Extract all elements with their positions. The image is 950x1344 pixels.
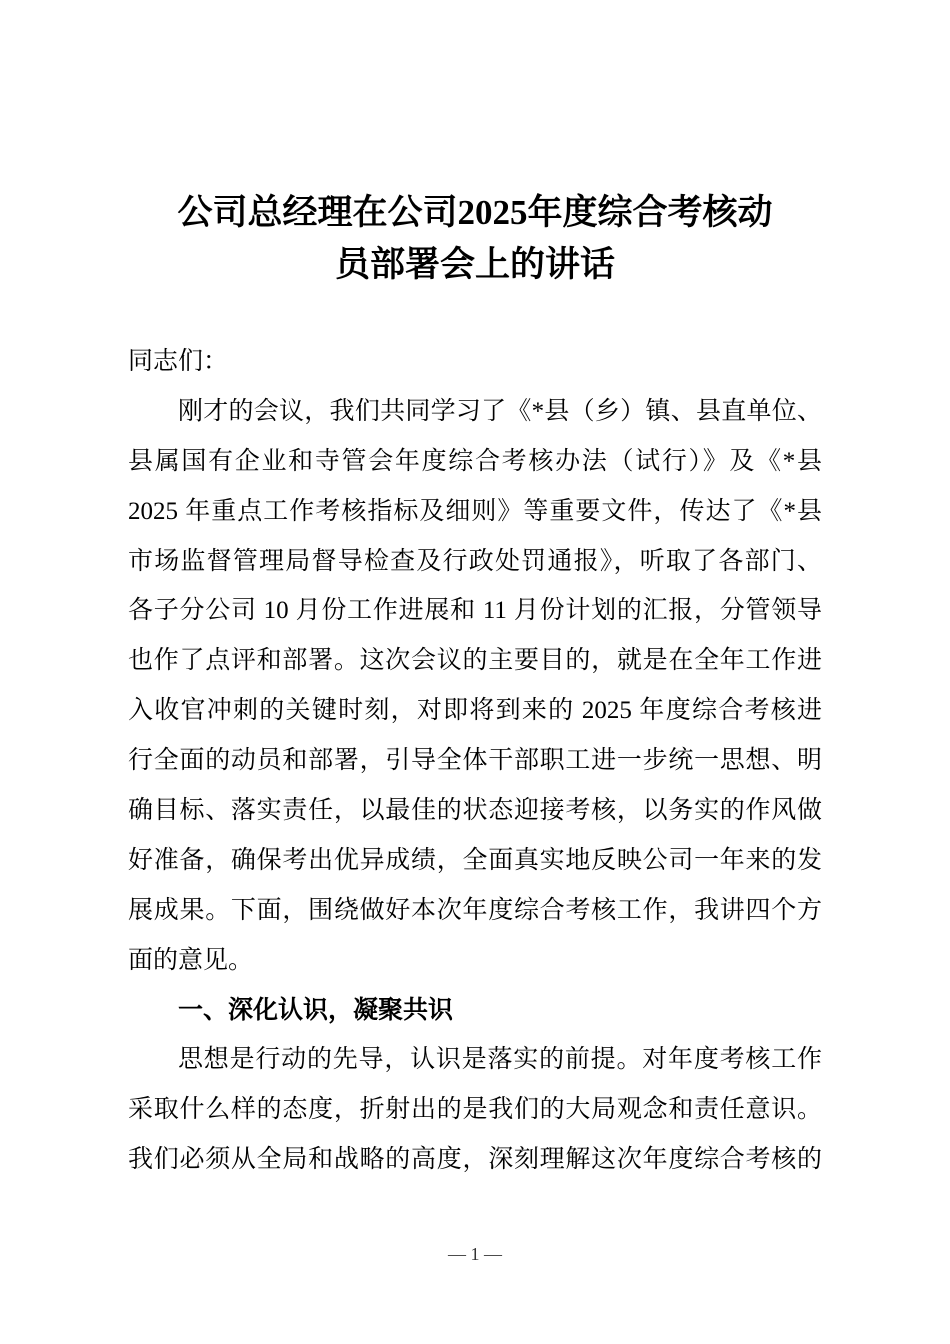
paragraph-line: 刚才的会议，我们共同学习了《*县（乡）镇、县直单位、: [178, 397, 822, 425]
paragraph-line: 各子分公司 10 月份工作进展和 11 月份计划的汇报，分管领导: [128, 597, 822, 625]
paragraph-line: 行全面的动员和部署，引导全体干部职工进一步统一思想、明: [128, 747, 822, 775]
paragraph-line: 思想是行动的先导，认识是落实的前提。对年度考核工作: [178, 1046, 822, 1074]
salutation: 同志们：: [128, 348, 229, 375]
document-body: [128, 337, 822, 1185]
page-number: — 1 —: [448, 1244, 502, 1264]
paragraph-line: 也作了点评和部署。这次会议的主要目的，就是在全年工作进: [128, 647, 822, 675]
paragraph-line: 确目标、落实责任，以最佳的状态迎接考核，以务实的作风做: [128, 797, 822, 825]
document-title: [0, 187, 950, 291]
title-line-2: 员部署会上的讲话: [334, 245, 615, 284]
paragraph-line: 面的意见。: [128, 946, 254, 974]
paragraph-line: 好准备，确保考出优异成绩，全面真实地反映公司一年来的发: [128, 846, 822, 874]
title-line-1: 公司总经理在公司2025年度综合考核动: [177, 193, 773, 232]
paragraph-line: 市场监督管理局督导检查及行政处罚通报》，听取了各部门、: [128, 547, 822, 575]
paragraph-line: 2025 年重点工作考核指标及细则》等重要文件，传达了《*县: [128, 497, 822, 525]
paragraph-line: 我们必须从全局和战略的高度，深刻理解这次年度综合考核的: [128, 1146, 822, 1174]
paragraph-line: 入收官冲刺的关键时刻，对即将到来的 2025 年度综合考核进: [128, 697, 822, 725]
paragraph-line: 县属国有企业和寺管会年度综合考核办法（试行）》及《*县: [128, 447, 822, 475]
section-heading: 一、深化认识，凝聚共识: [178, 996, 454, 1024]
paragraph-line: 采取什么样的态度，折射出的是我们的大局观念和责任意识。: [128, 1096, 822, 1124]
paragraph-line: 展成果。下面，围绕做好本次年度综合考核工作，我讲四个方: [128, 896, 822, 924]
